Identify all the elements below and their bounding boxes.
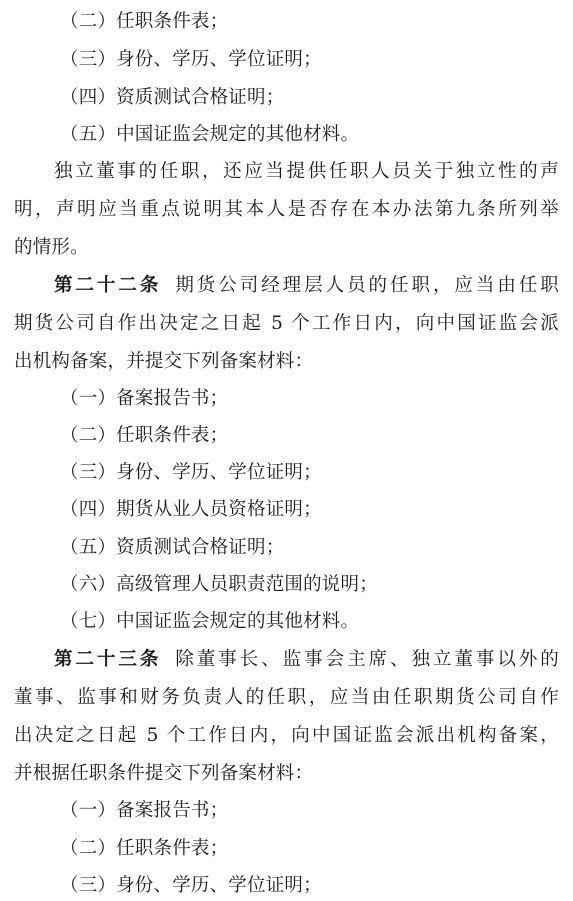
- list-item: （一）备案报告书；: [60, 388, 229, 409]
- list-item: （四）资质测试合格证明；: [60, 87, 285, 108]
- list-item: （三）身份、学历、学位证明；: [60, 49, 322, 70]
- article-23-title: 第二十三条: [54, 649, 162, 670]
- list-item: （二）任职条件表；: [60, 838, 229, 859]
- list-item: （六）高级管理人员职责范围的说明；: [60, 574, 378, 595]
- list-item: （二）任职条件表；: [60, 425, 229, 446]
- list-item: （五）资质测试合格证明；: [60, 537, 285, 558]
- article-22-first-line: [54, 271, 559, 301]
- paragraph-line: 独立董事的任职，还应当提供任职人员关于独立性的声: [54, 161, 559, 182]
- paragraph-line: 期货公司自作出决定之日起 5 个工作日内，向中国证监会派: [14, 313, 559, 334]
- list-item: （五）中国证监会规定的其他材料。: [60, 124, 360, 145]
- paragraph-text: 期货公司经理层人员的任职，应当由任职: [175, 275, 559, 296]
- paragraph-text: 除董事长、监事会主席、独立董事以外的: [175, 649, 559, 670]
- paragraph-line: 的情形。: [14, 237, 89, 258]
- list-item: （二）任职条件表；: [60, 11, 229, 32]
- list-item: （三）身份、学历、学位证明；: [60, 462, 322, 483]
- paragraph-line: 出决定之日起 5 个工作日内，向中国证监会派出机构备案，: [14, 725, 559, 746]
- paragraph-line: 并根据任职条件提交下列备案材料：: [14, 763, 314, 784]
- list-item: （一）备案报告书；: [60, 800, 229, 821]
- paragraph-line: 出机构备案，并提交下列备案材料：: [14, 351, 314, 372]
- paragraph-line: 董事、监事和财务负责人的任职，应当由任职期货公司自作: [14, 687, 559, 708]
- paragraph-line: 明，声明应当重点说明其本人是否存在本办法第九条所列举: [14, 199, 559, 220]
- article-22-title: 第二十二条: [54, 275, 162, 296]
- list-item: （七）中国证监会规定的其他材料。: [60, 611, 360, 632]
- article-23-first-line: [54, 645, 559, 675]
- list-item: （三）身份、学历、学位证明；: [60, 875, 322, 896]
- list-item: （四）期货从业人员资格证明；: [60, 499, 322, 520]
